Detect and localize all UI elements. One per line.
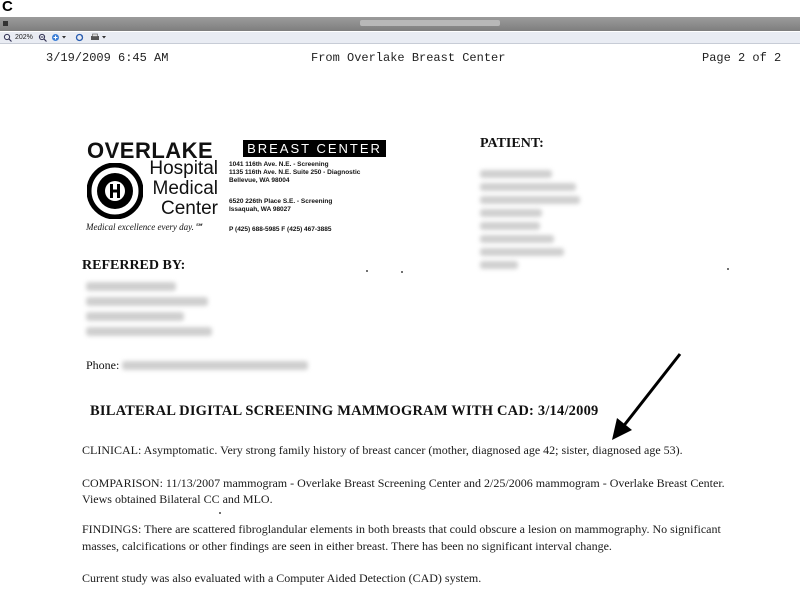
clinical-paragraph: CLINICAL: Asymptomatic. Very strong family history of breast cancer (mother, diagnosed age 42; sister, diagnosed age 53). [82, 443, 683, 457]
redacted-patient-line [480, 235, 554, 243]
address-line: 1041 116th Ave. N.E. - Screening [229, 161, 329, 168]
redacted-patient-line [480, 209, 542, 217]
scan-speck [727, 268, 729, 270]
comparison-line-2: Views obtained Bilateral CC and MLO. [82, 492, 273, 506]
system-menu-icon[interactable] [3, 21, 8, 26]
redacted-patient-line [480, 261, 518, 269]
patient-heading: PATIENT: [480, 136, 544, 151]
address-block-1 [229, 161, 360, 185]
redacted-patient-line [480, 170, 552, 178]
fax-page-number: Page 2 of 2 [702, 51, 782, 65]
redacted-patient-line [480, 183, 576, 191]
referred-by-heading: REFERRED BY: [82, 258, 186, 273]
zoom-icon[interactable] [3, 33, 12, 43]
logo-line-center: Center [160, 198, 218, 219]
redacted-referrer-line [86, 327, 212, 336]
report-title: BILATERAL DIGITAL SCREENING MAMMOGRAM WITH CAD: 3/14/2009 [90, 403, 599, 419]
redacted-patient-line [480, 248, 564, 256]
zoom-level[interactable]: 202% [15, 34, 33, 41]
phone-fax-line: P (425) 688-5985 F (425) 467-3885 [229, 226, 332, 233]
annotation-arrow-icon [600, 348, 690, 444]
viewer-toolbar [0, 32, 800, 44]
fax-datetime: 3/19/2009 6:45 AM [46, 51, 169, 65]
scan-speck [401, 271, 403, 273]
redacted-referrer-line [86, 312, 184, 321]
logo-wordmark: OVERLAKE [87, 138, 214, 163]
zoom-out-icon[interactable] [38, 33, 47, 43]
findings-line-1: FINDINGS: There are scattered fibroglandular elements in both breasts that could obscure a lesion on mammography. No significant [82, 522, 721, 536]
redacted-referrer-line [86, 282, 176, 291]
address-line: Issaquah, WA 98027 [229, 206, 291, 213]
address-block-2 [229, 198, 332, 214]
address-line: 1135 116th Ave. N.E. Suite 250 - Diagnostic [229, 169, 361, 176]
refresh-icon[interactable] [75, 33, 84, 43]
phone-label: Phone: [86, 358, 120, 372]
window-titlebar[interactable] [0, 17, 800, 31]
findings-line-2: masses, calcifications or other findings are seen in either breast. There has been no significant interval change. [82, 539, 612, 553]
panel-letter: C [2, 0, 13, 15]
redacted-phone-number [122, 361, 308, 370]
scan-speck [219, 512, 221, 514]
print-icon[interactable] [90, 33, 108, 43]
redacted-patient-line [480, 222, 540, 230]
comparison-line-1: COMPARISON: 11/13/2007 mammogram - Overlake Breast Screening Center and 2/25/2006 mammogram - Overlake Breast Center. [82, 476, 725, 490]
logo-line-medical: Medical [152, 178, 218, 199]
department-banner: BREAST CENTER [243, 140, 386, 157]
scan-speck [366, 270, 368, 272]
cad-paragraph: Current study was also evaluated with a Computer Aided Detection (CAD) system. [82, 571, 482, 585]
redacted-referrer-line [86, 297, 208, 306]
fax-from: From Overlake Breast Center [311, 51, 506, 65]
logo-name-lines [145, 159, 218, 219]
redacted-patient-line [480, 196, 580, 204]
address-line: 6520 226th Place S.E. - Screening [229, 198, 333, 205]
logo-line-hospital: Hospital [149, 158, 218, 179]
logo-tagline: Medical excellence every day.℠ [86, 222, 204, 232]
address-line: Bellevue, WA 98004 [229, 177, 290, 184]
fit-icon[interactable] [51, 33, 67, 43]
window-title-blurred [360, 20, 500, 26]
hospital-logo-icon [87, 163, 143, 219]
